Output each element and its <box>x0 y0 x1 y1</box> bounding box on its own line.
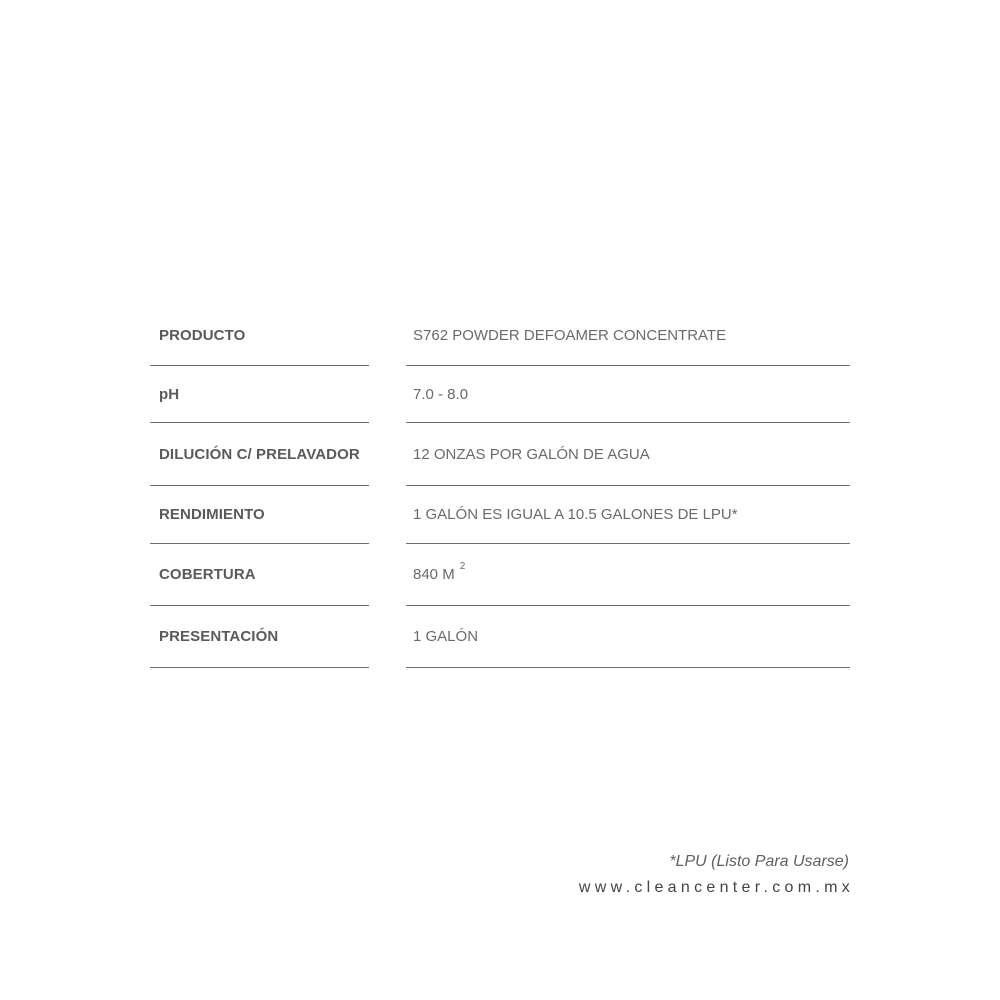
spec-row-dilucion <box>150 423 850 486</box>
spec-value <box>406 544 850 606</box>
spec-value: 1 GALÓN <box>406 606 850 668</box>
spec-row-rendimiento <box>150 486 850 544</box>
spec-row-producto <box>150 305 850 366</box>
spec-row-cobertura <box>150 544 850 606</box>
coverage-value: 840 M <box>413 566 455 583</box>
spec-row-presentacion <box>150 606 850 668</box>
spec-value: 1 GALÓN ES IGUAL A 10.5 GALONES DE LPU* <box>406 486 850 544</box>
spec-label: PRESENTACIÓN <box>150 606 369 668</box>
spec-label: COBERTURA <box>150 544 369 606</box>
website-link[interactable]: www.cleancenter.com.mx <box>578 879 854 896</box>
spec-value: 12 ONZAS POR GALÓN DE AGUA <box>406 423 850 486</box>
spec-value: S762 POWDER DEFOAMER CONCENTRATE <box>406 305 850 366</box>
coverage-superscript: 2 <box>459 561 466 572</box>
spec-table <box>150 305 850 668</box>
spec-label: DILUCIÓN C/ PRELAVADOR <box>150 423 369 486</box>
spec-row-ph <box>150 366 850 423</box>
spec-label: PRODUCTO <box>150 305 369 366</box>
spec-label: RENDIMIENTO <box>150 486 369 544</box>
lpu-footnote: *LPU (Listo Para Usarse) <box>669 853 849 870</box>
spec-label: pH <box>150 366 369 423</box>
spec-value: 7.0 - 8.0 <box>406 366 850 423</box>
